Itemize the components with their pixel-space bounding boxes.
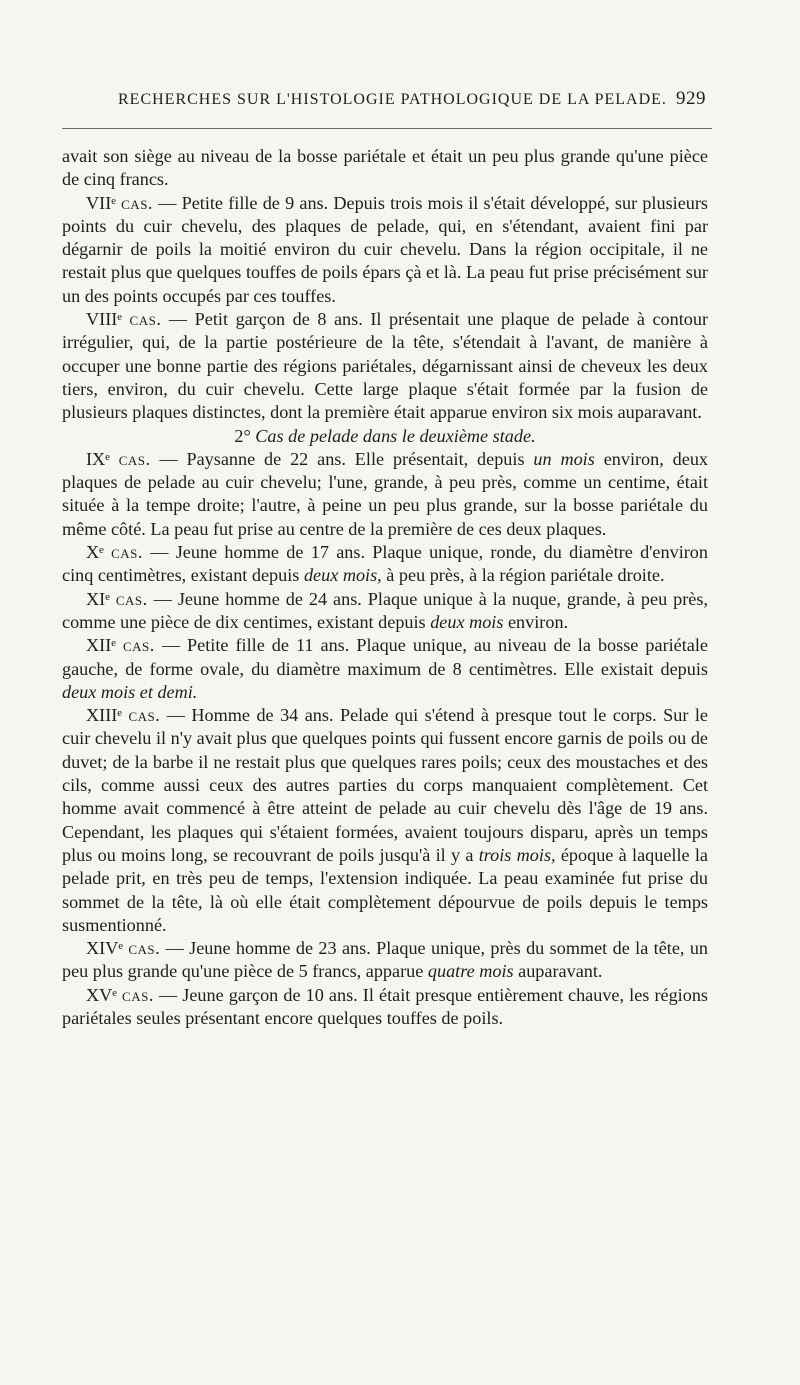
case-text: — Jeune garçon de 10 ans. Il était presque entièrement chauve, les régions pariétales seules présentant encore quelques touffes de poils. bbox=[62, 984, 708, 1028]
case-emphasis: un mois bbox=[533, 448, 595, 469]
running-head bbox=[62, 88, 710, 114]
case-label: cas. bbox=[118, 448, 151, 469]
case-label: cas. bbox=[128, 705, 161, 726]
case-label: cas. bbox=[122, 984, 154, 1005]
case-15-paragraph bbox=[62, 984, 708, 1031]
case-emphasis: quatre mois bbox=[427, 961, 514, 982]
case-12-paragraph bbox=[62, 634, 708, 704]
case-label: cas. bbox=[121, 192, 153, 213]
page-number: 929 bbox=[676, 88, 706, 109]
case-emphasis: trois mois, bbox=[478, 844, 556, 865]
case-9-paragraph bbox=[62, 448, 708, 541]
case-number: XIVᵉ bbox=[86, 938, 123, 959]
running-head-title: RECHERCHES SUR L'HISTOLOGIE PATHOLOGIQUE DE LA PELADE. bbox=[118, 91, 667, 108]
case-text: époque à laquelle la pelade prit, en très peu de temps, l'extension indiquée. La peau examinée fut prise du sommet de la tête, là où elle était complètement dépourvue de poils depuis le temps susmentionné. bbox=[62, 844, 708, 935]
case-label: cas. bbox=[122, 635, 155, 656]
case-number: XIIᵉ bbox=[86, 635, 116, 656]
case-8-paragraph bbox=[62, 308, 708, 424]
case-emphasis: deux mois, bbox=[303, 565, 382, 586]
case-11-paragraph bbox=[62, 588, 708, 635]
case-label: cas. bbox=[111, 542, 143, 563]
case-label: cas. bbox=[129, 309, 162, 330]
case-number: Xᵉ bbox=[86, 542, 104, 563]
case-number: VIIIᵉ bbox=[86, 309, 122, 330]
case-7-paragraph bbox=[62, 192, 708, 308]
case-text: — Jeune homme de 24 ans. Plaque unique à la nuque, grande, à peu près, comme une pièce de dix centimes, existant depuis bbox=[62, 588, 709, 632]
case-13-paragraph bbox=[62, 704, 708, 937]
case-text: — Petit garçon de 8 ans. Il présentait une plaque de pelade à contour irrégulier, qui, de la partie postérieure de la tête, s'étendait à l'avant, de manière à occuper une bonne partie des régions pariétales, dégarnissant ainsi de cheveux les deux tiers, environ, du cuir chevelu. Cette large plaque s'était formée par la fusion de plusieurs plaques distinctes, dont la première était apparue environ six mois auparavant. bbox=[62, 309, 709, 423]
body-text bbox=[62, 145, 708, 1030]
case-number: IXᵉ bbox=[86, 448, 110, 469]
case-text: — Paysanne de 22 ans. Elle présentait, depuis bbox=[150, 448, 534, 469]
paragraph-continuation: avait son siège au niveau de la bosse pariétale et était un peu plus grande qu'une pièce de cinq francs. bbox=[62, 146, 708, 190]
header-rule bbox=[62, 128, 712, 129]
case-text: à peu près, à la région pariétale droite. bbox=[381, 565, 665, 586]
section-heading-number: 2° bbox=[234, 425, 256, 446]
case-emphasis: deux mois bbox=[430, 611, 504, 632]
case-number: XIIIᵉ bbox=[86, 705, 122, 726]
case-label: cas. bbox=[128, 938, 161, 959]
case-number: XIᵉ bbox=[86, 588, 110, 609]
case-14-paragraph bbox=[62, 937, 708, 984]
case-10-paragraph bbox=[62, 541, 708, 588]
case-text: environ, deux plaques de pelade au cuir chevelu; l'une, grande, à peu près, comme un centime, était située à la tempe droite; l'autre, à peine un peu plus grande, sur la bosse pariétale du même côté. La peau fut prise au centre de la première de ces deux plaques. bbox=[62, 448, 709, 539]
case-text: — Jeune homme de 17 ans. Plaque unique, ronde, du diamètre d'environ cinq centimètres, existant depuis bbox=[62, 542, 708, 586]
case-number: XVᵉ bbox=[86, 984, 117, 1005]
case-text: — Homme de 34 ans. Pelade qui s'étend à presque tout le corps. Sur le cuir chevelu il n'y avait plus que quelques points qui fussent encore garnis de poils ou de duvet; de la barbe il ne restait plus que quelques rares poils; ceux des moustaches et des cils, comme aussi ceux des autres parties du corps manquaient complètement. Cet homme avait commencé à être atteint de pelade au cuir chevelu dès l'âge de 19 ans. Cependant, les plaques qui s'étaient formées, avaient toujours disparu, après un temps plus ou moins long, se recouvrant de poils jusqu'à il y a bbox=[62, 705, 708, 865]
case-number: VIIᵉ bbox=[86, 192, 116, 213]
case-label: cas. bbox=[115, 588, 148, 609]
section-heading-text: Cas de pelade dans le deuxième stade. bbox=[255, 425, 536, 446]
case-text: auparavant. bbox=[513, 961, 603, 982]
case-text: — Petite fille de 11 ans. Plaque unique, au niveau de la bosse pariétale gauche, de forme ovale, du diamètre maximum de 8 centimètres. Elle existait depuis bbox=[62, 635, 708, 679]
section-heading bbox=[62, 425, 708, 448]
case-emphasis: deux mois et demi. bbox=[62, 681, 198, 702]
case-text: — Petite fille de 9 ans. Depuis trois mois il s'était développé, sur plusieurs points du cuir chevelu, des plaques de pelade, qui, en s'étendant, avaient fini par dégarnir de poils la moitié environ du cuir chevelu. Dans la région occipitale, il ne restait plus que quelques touffes de poils épars çà et là. La peau fut prise précisément sur un des points occupés par ces touffes. bbox=[62, 192, 709, 306]
case-text: — Jeune homme de 23 ans. Plaque unique, près du sommet de la tête, un peu plus grande qu'une pièce de 5 francs, apparue bbox=[62, 938, 709, 982]
case-text: environ. bbox=[503, 611, 569, 632]
